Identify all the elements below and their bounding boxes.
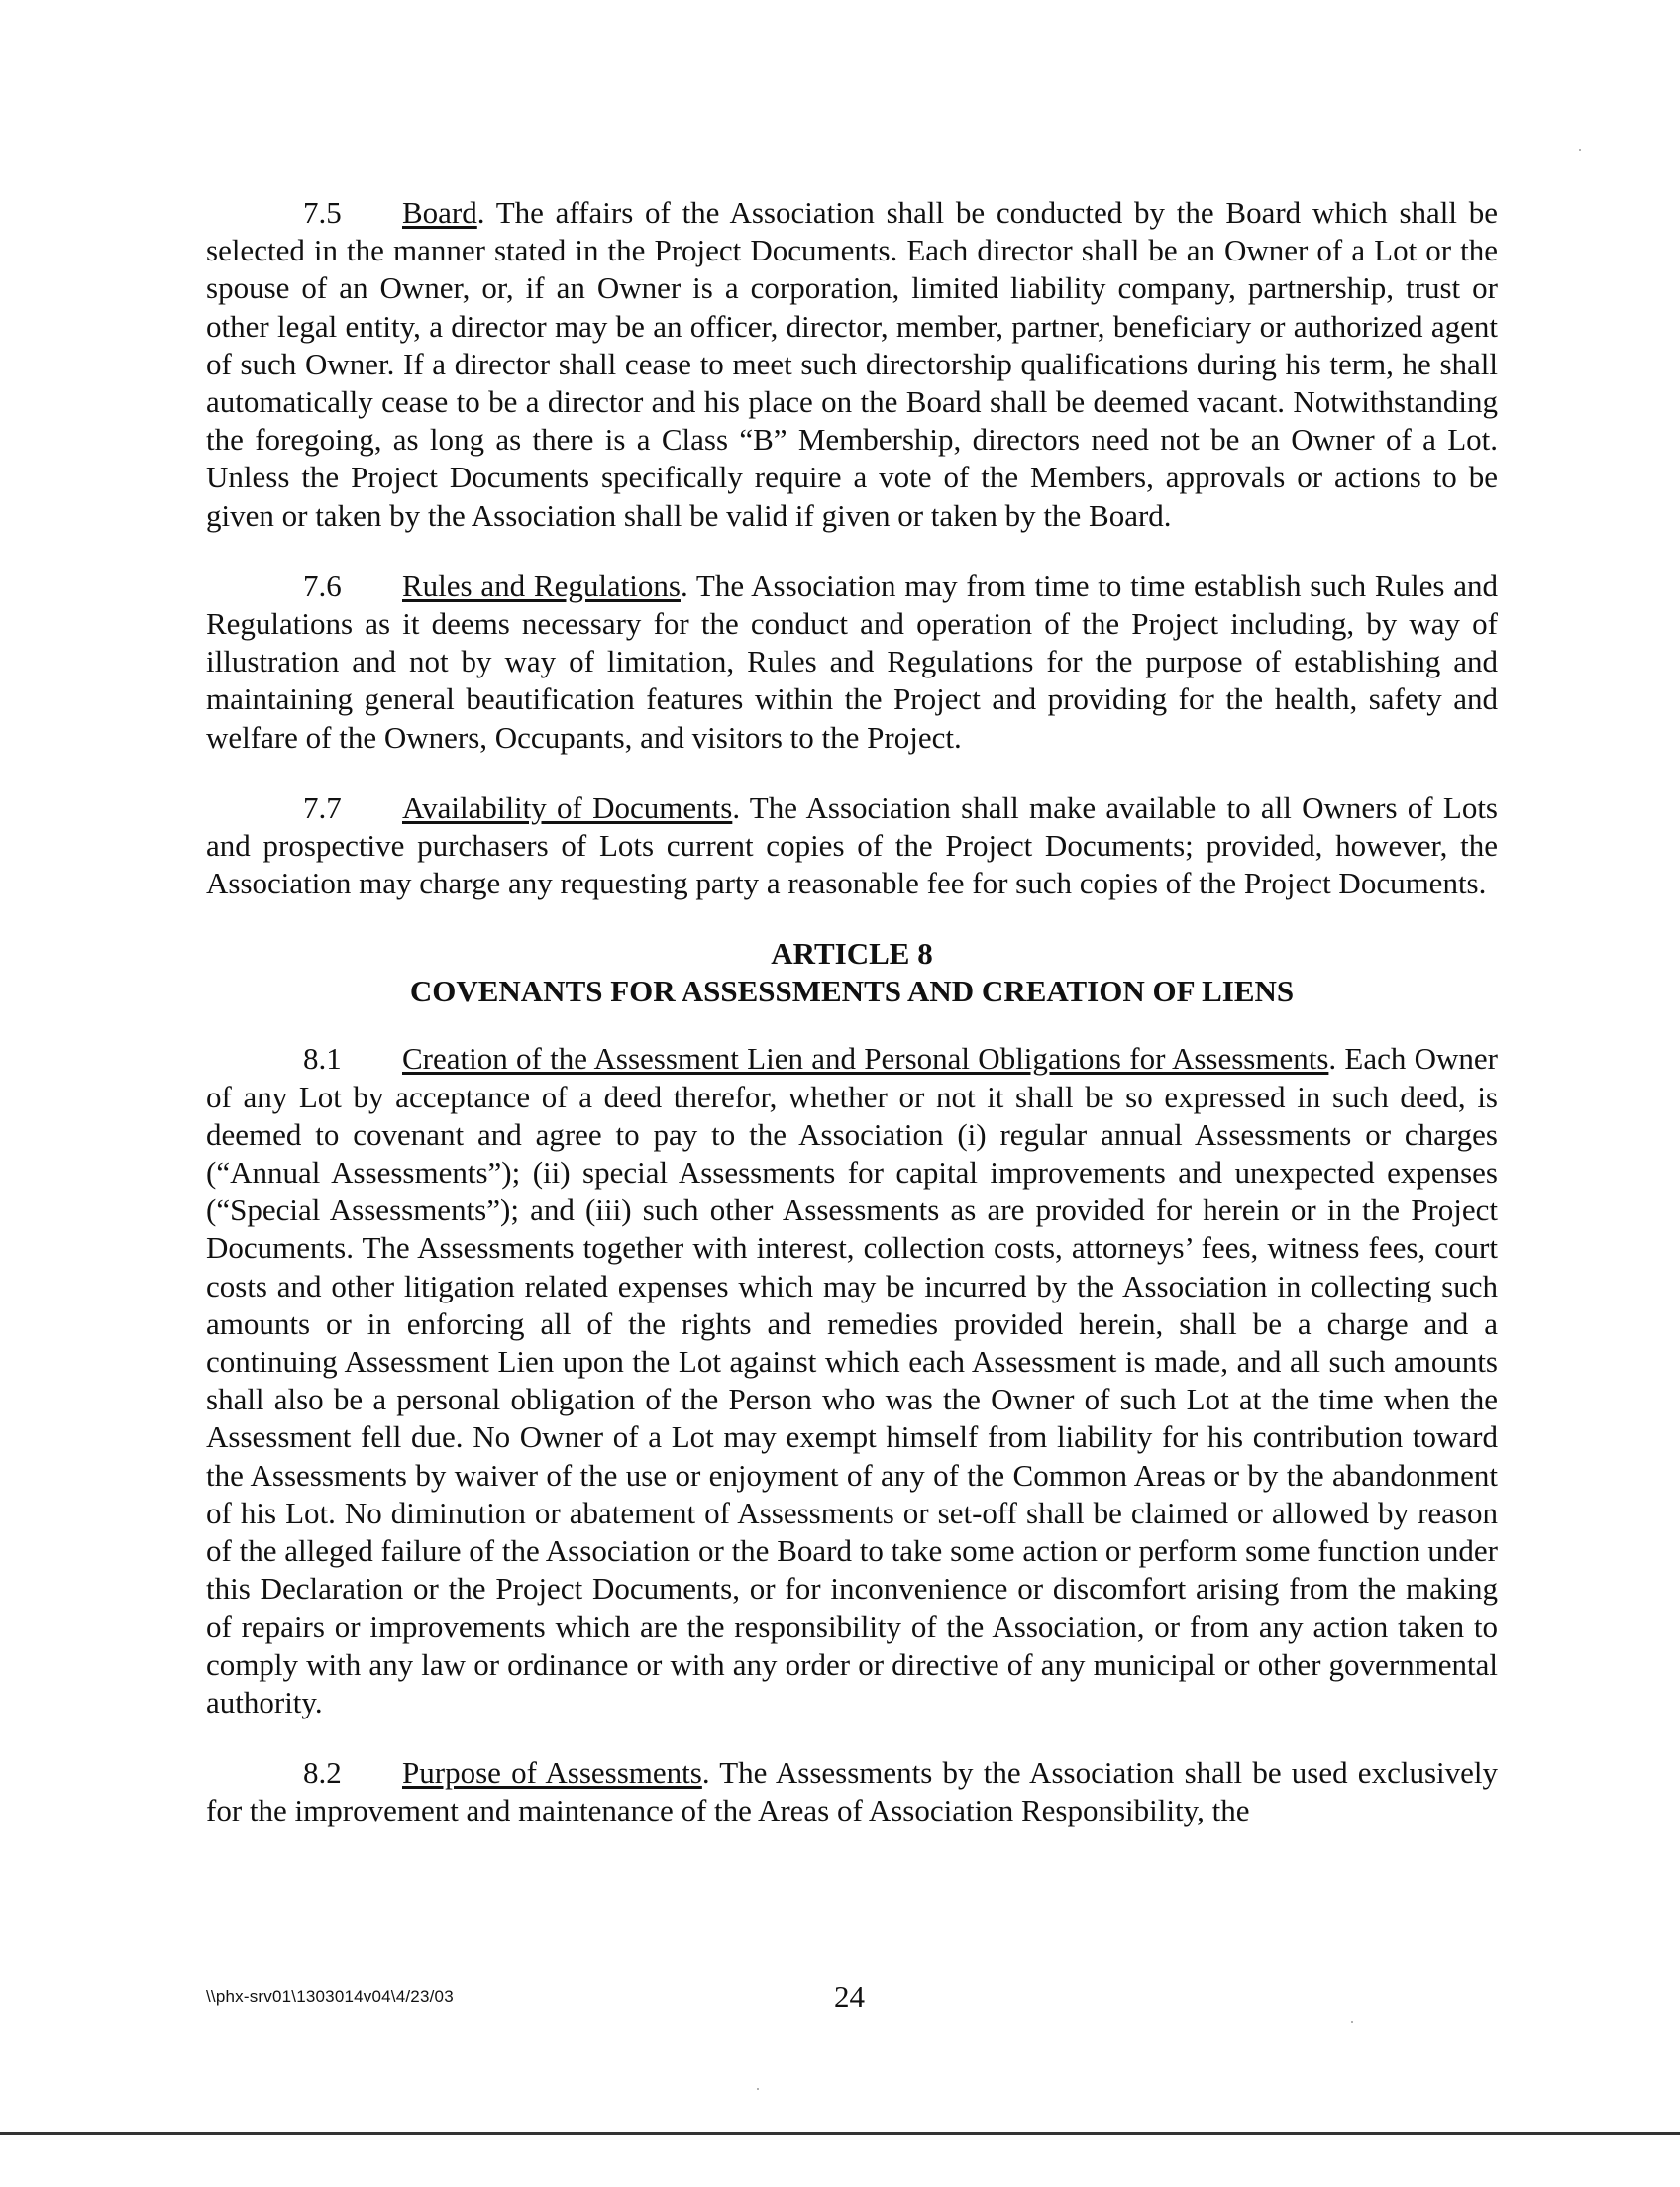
section-text: . Each Owner of any Lot by acceptance of a deed therefor, whether or not it shall be so expressed in such deed, is deemed to covenant and agree to pay to the Association (i) regular annual Assessments or charges (“Annual Assessments”); (ii) special Assessments for capital improvements and unexpected expenses (“Special Assessments”); and (iii) such other Assessments as are provided for herein or in the Project Documents. The Assessments together with interest, collection costs, attorneys’ fees, witness fees, court costs and other litigation related expenses which may be incurred by the Association in collecting such amounts or in enforcing all of the rights and remedies provided herein, shall be a charge and a continuing Assessment Lien upon the Lot against which each Assessment is made, and all such amounts shall also be a personal obligation of the Person who was the Owner of such Lot at the time when the Assessment fell due. No Owner of a Lot may exempt himself from liability for his contribution toward the Assessments by waiver of the use or enjoyment of any of the Common Areas or by the abandonment of his Lot. No diminution or abatement of Assessments or set-off shall be claimed or allowed by reason of the alleged failure of the Association or the Board to take some action or perform some function under this Declaration or the Project Documents, or for inconvenience or discomfort arising from the making of repairs or improvements which are the responsibility of the Association, or from any action taken to comply with any law or ordinance or with any order or directive of any municipal or other governmental authority. — [206, 1041, 1499, 1719]
footer-file-path: \\phx-srv01\1303014v04\4/23/03 — [206, 1987, 454, 2006]
section-number: 7.7 — [303, 789, 342, 825]
section-heading: Creation of the Assessment Lien and Personal Obligations for Assessments — [402, 1041, 1329, 1077]
section-text: . The Assessments by the Association shall be used exclusively for the improvement and maintenance of the Areas of Association Responsibility, the — [206, 1755, 1498, 1828]
scan-speck — [1579, 149, 1581, 151]
scan-edge-line — [0, 2132, 1680, 2135]
scan-speck — [1351, 2021, 1353, 2023]
section-heading: Rules and Regulations — [402, 568, 681, 603]
section-8-2 — [206, 1754, 1498, 1829]
article-label: ARTICLE 8 — [771, 936, 933, 972]
article-heading — [206, 935, 1498, 1010]
section-heading: Availability of Documents — [402, 789, 733, 825]
section-number: 8.2 — [303, 1755, 342, 1791]
section-number: 7.6 — [303, 568, 342, 603]
section-text: . The Association shall make available to all Owners of Lots and prospective purchasers of Lots current copies of the Project Documents; provided, however, the Association may charge any requesting party a reasonable fee for such copies of the Project Documents. — [206, 789, 1498, 901]
section-7-7 — [206, 789, 1498, 903]
scan-speck — [757, 2088, 759, 2090]
section-heading: Purpose of Assessments — [402, 1755, 702, 1791]
section-number: 8.1 — [303, 1041, 342, 1077]
section-text: . The Association may from time to time establish such Rules and Regulations as it deems necessary for the conduct and operation of the Project including, by way of illustration and not by way of limitation, Rules and Regulations for the purpose of establishing and maintaining general beautification features within the Project and providing for the health, safety and welfare of the Owners, Occupants, and visitors to the Project. — [206, 568, 1498, 755]
section-7-6 — [206, 568, 1498, 757]
section-7-5 — [206, 194, 1498, 535]
section-8-1 — [206, 1040, 1498, 1721]
article-title: COVENANTS FOR ASSESSMENTS AND CREATION OF LIENS — [409, 974, 1295, 1009]
section-heading: Board — [402, 195, 477, 230]
section-number: 7.5 — [303, 195, 342, 230]
document-body — [206, 194, 1498, 1863]
page-number: 24 — [834, 1979, 865, 2014]
section-text: . The affairs of the Association shall be conducted by the Board which shall be selected in the manner stated in the Project Documents. Each director shall be an Owner of a Lot or the spouse of an Owner, or, if an Owner is a corporation, limited liability company, partnership, trust or other legal entity, a director may be an officer, director, member, partner, beneficiary or authorized agent of such Owner. If a director shall cease to meet such directorship qualifications during his term, he shall automatically cease to be a director and his place on the Board shall be deemed vacant. Notwithstanding the foregoing, as long as there is a Class “B” Membership, directors need not be an Owner of a Lot. Unless the Project Documents specifically require a vote of the Members, approvals or actions to be given or taken by the Association shall be valid if given or taken by the Board. — [206, 195, 1498, 533]
